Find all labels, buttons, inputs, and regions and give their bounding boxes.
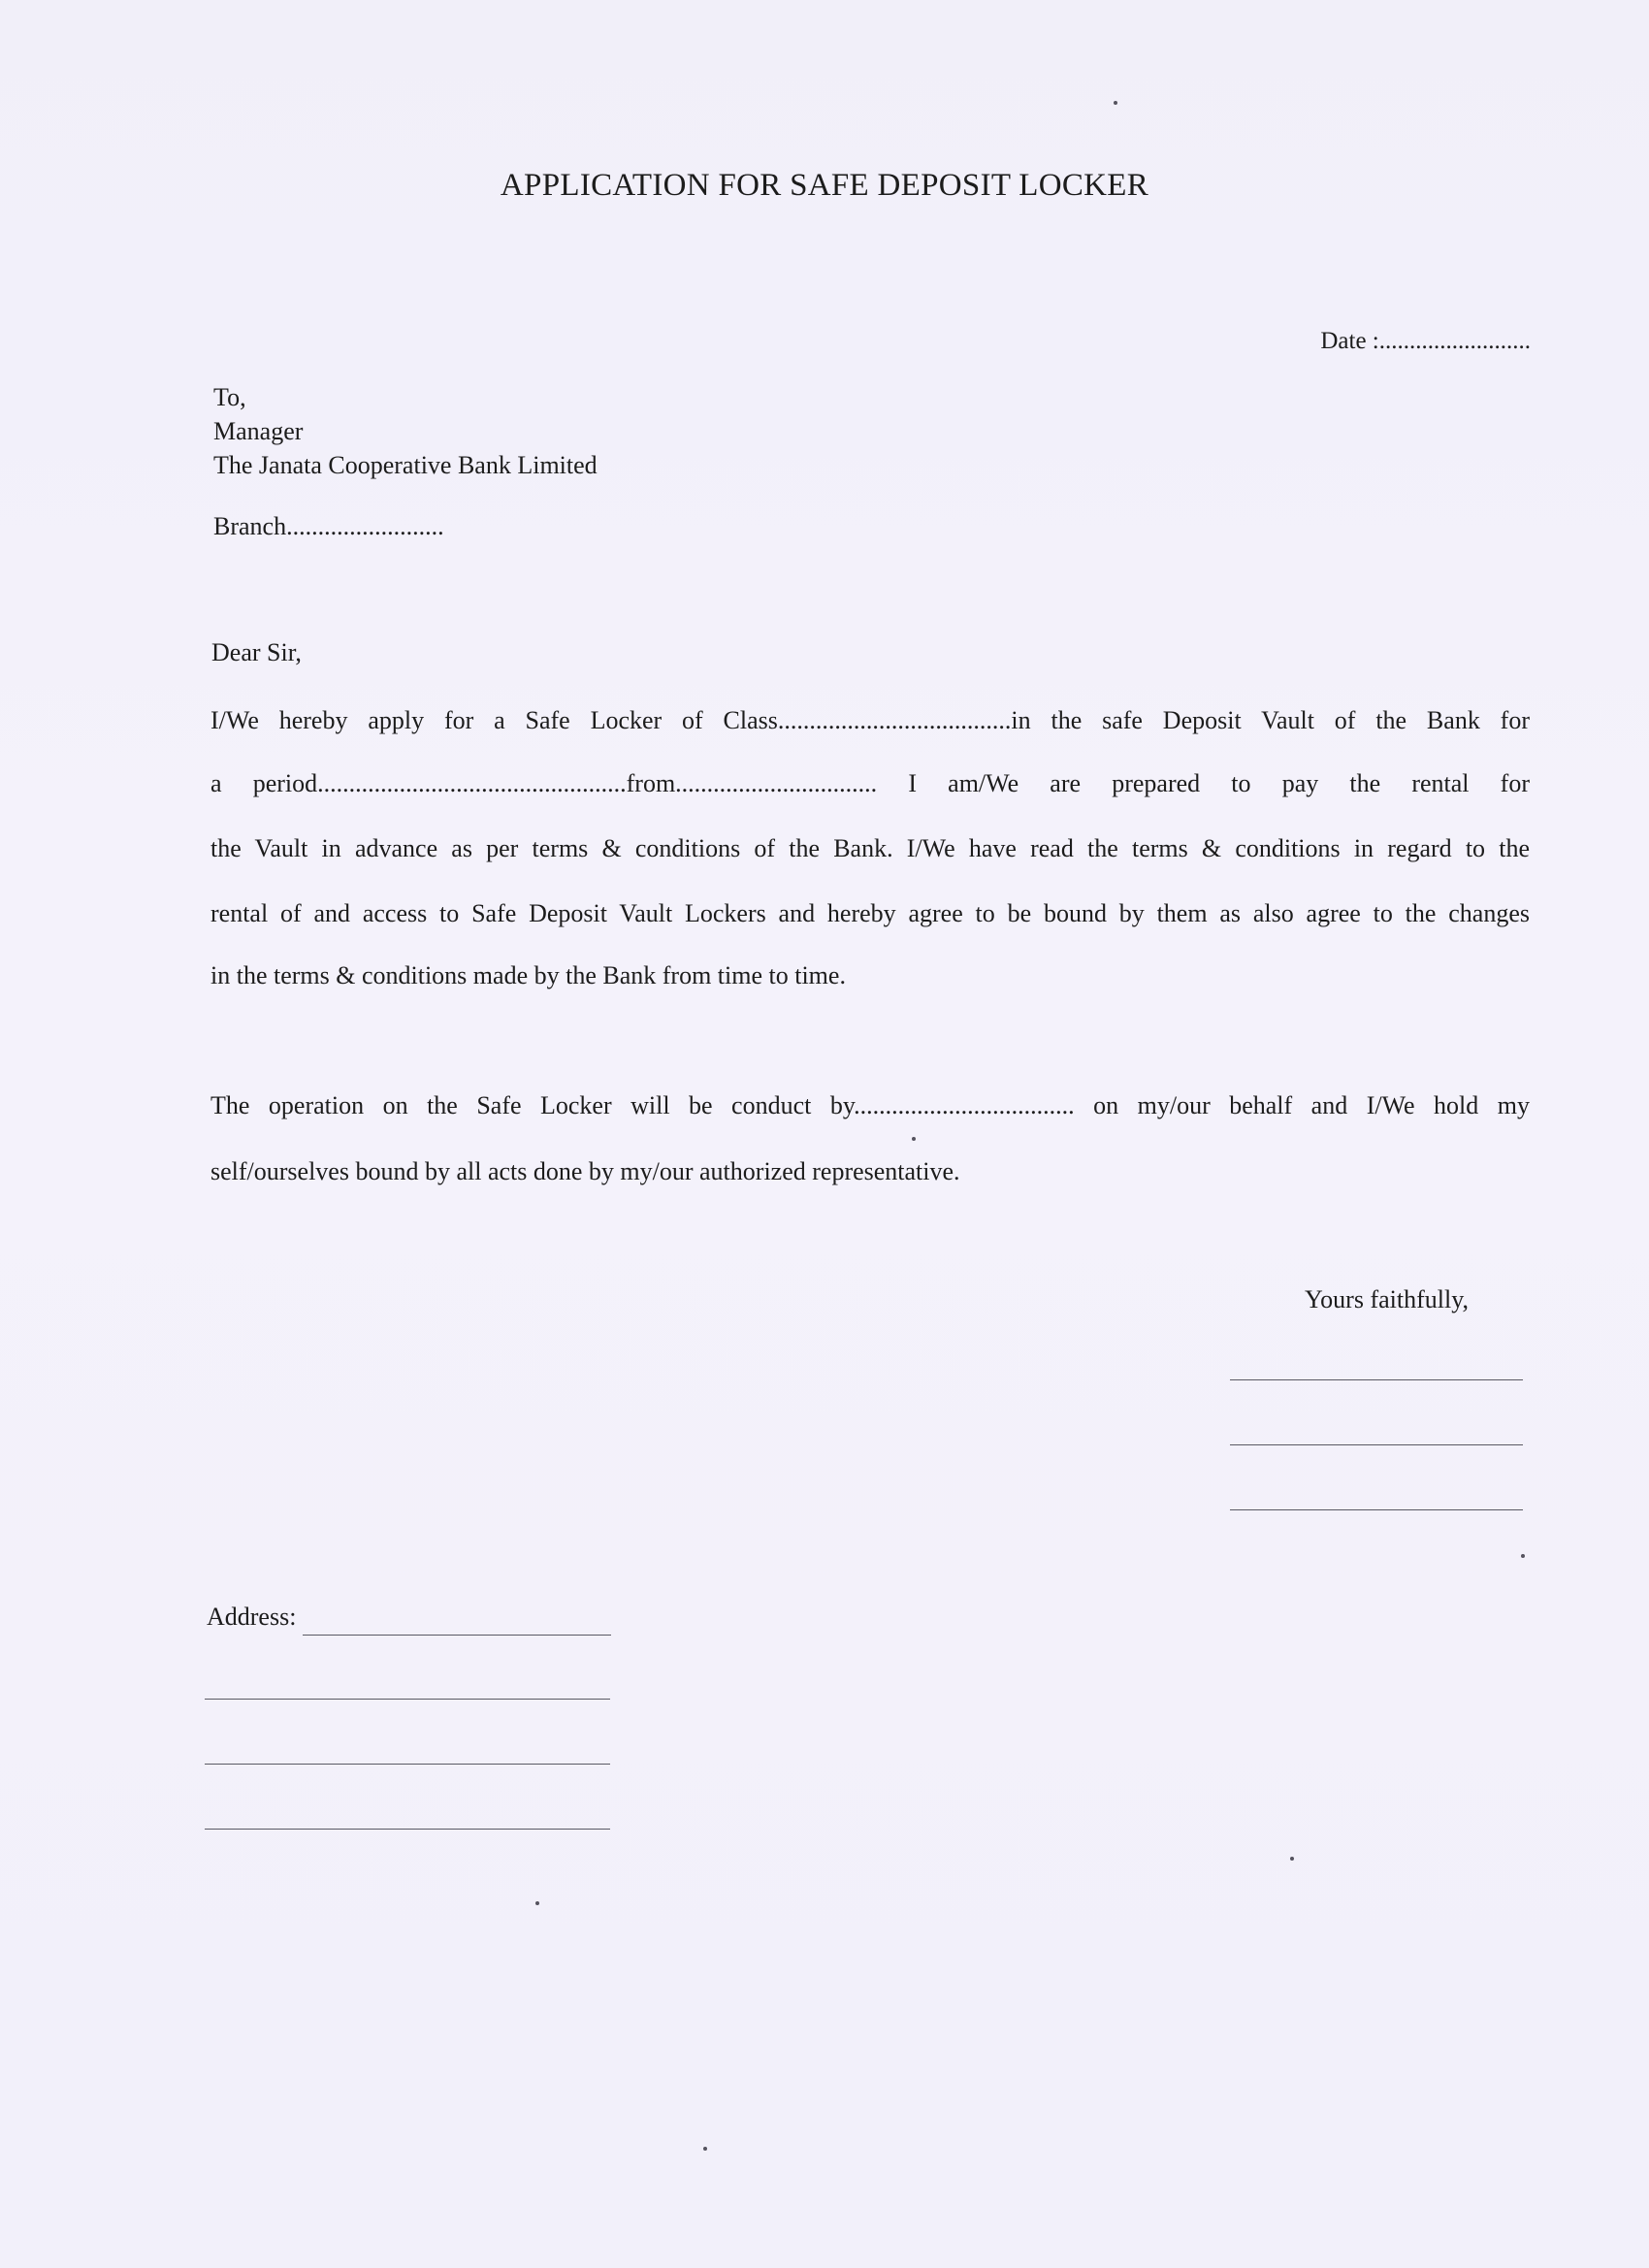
salutation: Dear Sir, — [211, 638, 302, 666]
body-line: the Vault in advance as per terms & conditions of the Bank. I/We have read the terms & conditions in regard to the — [210, 834, 1530, 862]
operation-line: The operation on the Safe Locker will be conduct by................................... on my/our behalf and I/We hold my — [210, 1091, 1530, 1119]
scan-speck — [1521, 1554, 1525, 1558]
page-title: APPLICATION FOR SAFE DEPOSIT LOCKER — [500, 168, 1149, 203]
body-line: I/We hereby apply for a Safe Locker of Class.....................................in the safe Deposit Vault of the Bank for — [210, 706, 1530, 734]
branch-field: Branch......................... — [213, 512, 444, 540]
operation-line: self/ourselves bound by all acts done by my/our authorized representative. — [210, 1157, 960, 1185]
address-label: Address: — [207, 1603, 297, 1631]
body-line: rental of and access to Safe Deposit Vault Lockers and hereby agree to be bound by them as also agree to the changes — [210, 899, 1530, 927]
scan-speck — [703, 2147, 707, 2151]
date-field: Date :......................... — [1320, 328, 1531, 354]
address-line — [205, 1764, 610, 1765]
closing: Yours faithfully, — [1305, 1285, 1470, 1313]
signature-line — [1230, 1444, 1523, 1445]
scan-speck — [1114, 101, 1117, 105]
recipient-to: To, — [213, 383, 246, 411]
body-line: in the terms & conditions made by the Bank from time to time. — [210, 961, 846, 989]
signature-line — [1230, 1509, 1523, 1510]
scan-speck — [1290, 1857, 1294, 1861]
scan-speck — [912, 1137, 916, 1141]
signature-line — [1230, 1379, 1523, 1380]
recipient-bank: The Janata Cooperative Bank Limited — [213, 451, 598, 479]
address-line — [303, 1635, 611, 1636]
scan-speck — [535, 1901, 539, 1905]
body-line: a period.................................................from................................ I am/We are prepared to pay the rental for — [210, 769, 1530, 797]
address-line — [205, 1829, 610, 1830]
address-line — [205, 1699, 610, 1700]
recipient-manager: Manager — [213, 417, 304, 445]
